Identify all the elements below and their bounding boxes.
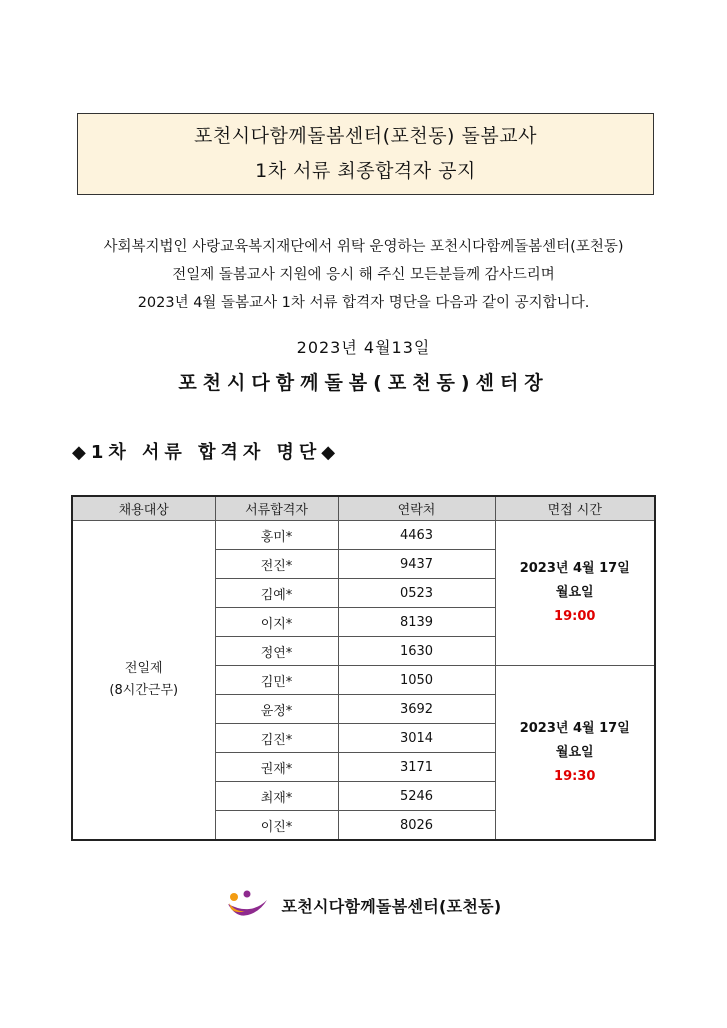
applicant-contact: 9437 bbox=[338, 550, 495, 579]
interview-slot-2 bbox=[495, 666, 655, 841]
table-header-row bbox=[72, 496, 655, 521]
footer-logo bbox=[0, 890, 727, 920]
intro-line-2: 전일제 돌봄교사 지원에 응시 해 주신 모든분들께 감사드리며 bbox=[172, 267, 555, 283]
applicant-name: 이진* bbox=[215, 811, 338, 841]
applicant-table bbox=[71, 495, 656, 841]
notice-date: 2023년 4월13일 bbox=[296, 338, 431, 357]
applicant-contact: 1630 bbox=[338, 637, 495, 666]
applicant-name: 윤정* bbox=[215, 695, 338, 724]
applicant-name: 김예* bbox=[215, 579, 338, 608]
interview-slot-1 bbox=[495, 521, 655, 666]
applicant-name: 전진* bbox=[215, 550, 338, 579]
intro-paragraph bbox=[40, 233, 687, 317]
applicant-contact: 1050 bbox=[338, 666, 495, 695]
slot-2-day: 월요일 bbox=[555, 744, 594, 760]
slot-2-time: 19:30 bbox=[554, 768, 596, 784]
applicant-name: 김진* bbox=[215, 724, 338, 753]
header-applicant: 서류합격자 bbox=[215, 496, 338, 521]
applicant-name: 최재* bbox=[215, 782, 338, 811]
intro-line-1: 사회복지법인 사랑교육복지재단에서 위탁 운영하는 포천시다함께돌봄센터(포천동) bbox=[103, 239, 624, 255]
center-logo-text: 포천시다함께돌봄센터(포천동) bbox=[281, 896, 502, 916]
center-logo-icon bbox=[225, 890, 271, 920]
applicant-contact: 3692 bbox=[338, 695, 495, 724]
center-director: 포천시다함께돌봄(포천동)센터장 bbox=[178, 372, 549, 394]
applicant-contact: 3171 bbox=[338, 753, 495, 782]
category-cell bbox=[72, 521, 215, 841]
header-category: 채용대상 bbox=[72, 496, 215, 521]
table-row bbox=[72, 521, 655, 550]
applicant-contact: 3014 bbox=[338, 724, 495, 753]
category-sub-label: (8시간근무) bbox=[109, 683, 179, 698]
slot-1-date: 2023년 4월 17일 bbox=[519, 561, 630, 576]
slot-2-date: 2023년 4월 17일 bbox=[519, 720, 630, 736]
slot-1-time: 19:00 bbox=[554, 609, 596, 624]
title-box bbox=[77, 113, 654, 195]
applicant-name: 김민* bbox=[215, 666, 338, 695]
applicant-name: 홍미* bbox=[215, 521, 338, 550]
applicant-name: 이지* bbox=[215, 608, 338, 637]
title-line-2: 1차 서류 최종합격자 공지 bbox=[255, 160, 476, 182]
applicant-contact: 8139 bbox=[338, 608, 495, 637]
applicant-name: 권재* bbox=[215, 753, 338, 782]
applicant-contact: 8026 bbox=[338, 811, 495, 841]
section-title: ◆1차 서류 합격자 명단◆ bbox=[72, 442, 341, 463]
applicant-contact: 4463 bbox=[338, 521, 495, 550]
slot-1-day: 월요일 bbox=[555, 585, 594, 600]
applicant-contact: 0523 bbox=[338, 579, 495, 608]
intro-line-3: 2023년 4월 돌봄교사 1차 서류 합격자 명단을 다음과 같이 공지합니다. bbox=[137, 295, 590, 311]
applicant-name: 정연* bbox=[215, 637, 338, 666]
category-label: 전일제 bbox=[124, 661, 163, 676]
applicant-contact: 5246 bbox=[338, 782, 495, 811]
header-contact: 연락처 bbox=[338, 496, 495, 521]
title-line-1: 포천시다함께돌봄센터(포천동) 돌봄교사 bbox=[194, 125, 537, 147]
header-interview-time: 면접 시간 bbox=[495, 496, 655, 521]
